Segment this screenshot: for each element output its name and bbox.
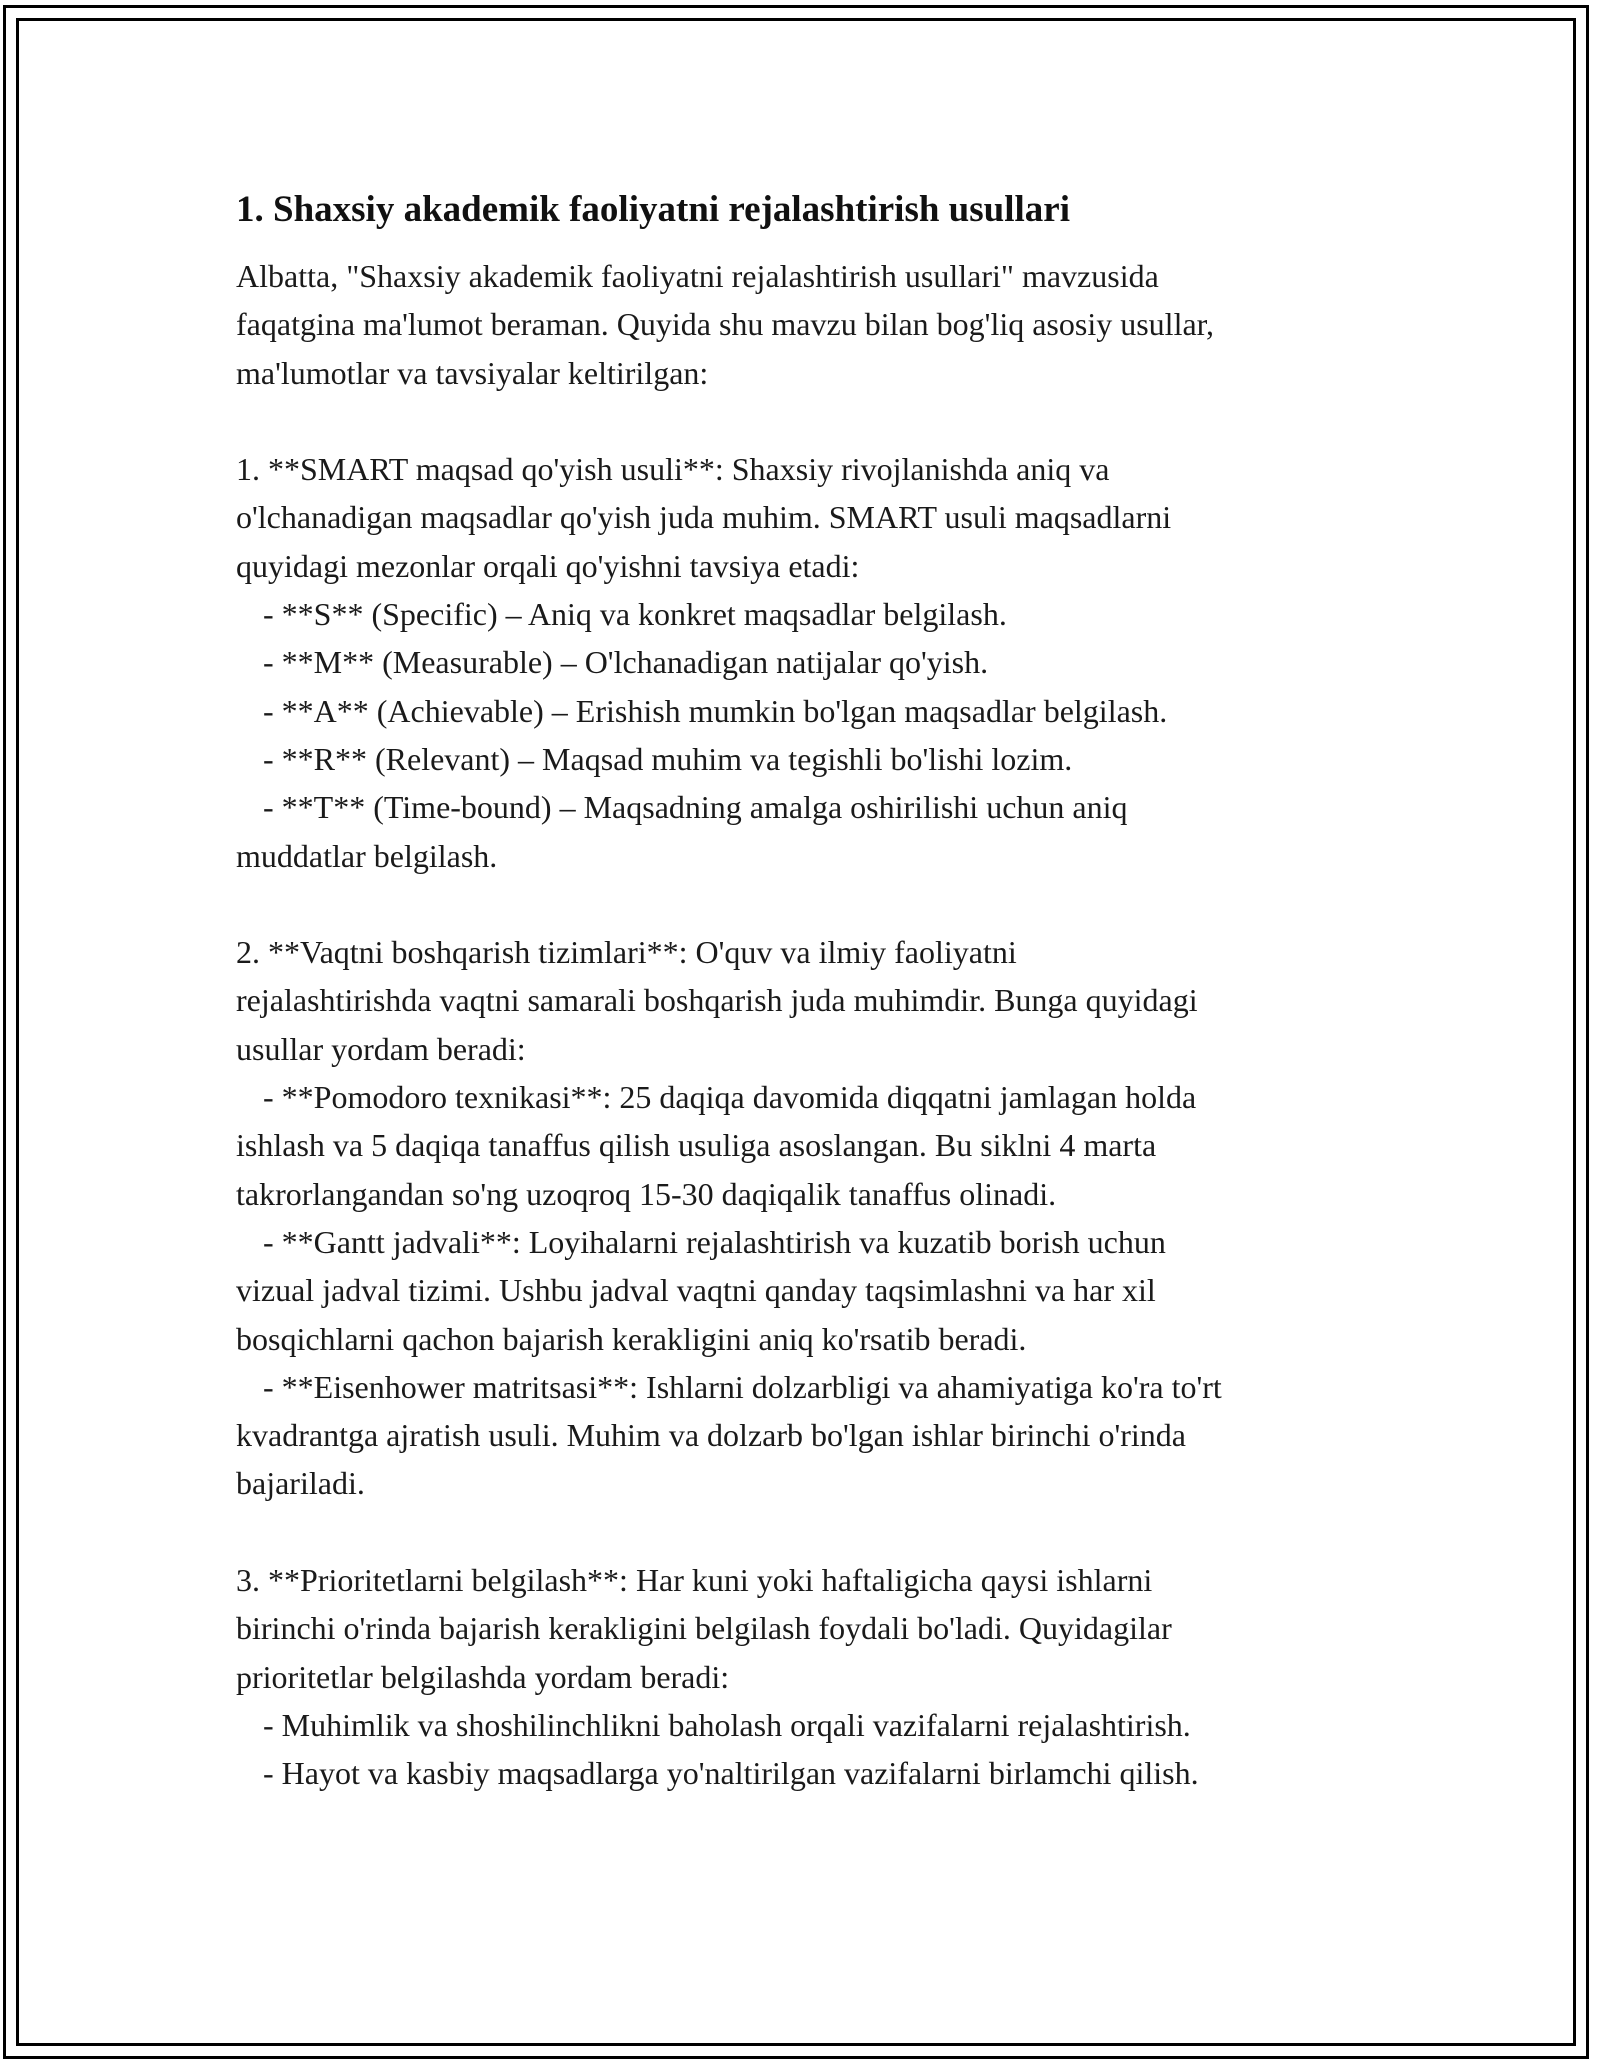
text-line: birinchi o'rinda bajarish kerakligini belgilash foydali bo'ladi. Quyidagilar [236,1610,1172,1647]
list-item: - Muhimlik va shoshilinchlikni baholash orqali vazifalarni rejalashtirish. [263,1706,1191,1743]
section-smart [236,445,1376,880]
text-line: prioritetlar belgilashda yordam beradi: [236,1658,730,1695]
text-line: vizual jadval tizimi. Ushbu jadval vaqtni qanday taqsimlashni va har xil [236,1272,1156,1309]
text-line: bajariladi. [236,1465,365,1502]
paragraph-gap [236,1508,1376,1556]
text-line: quyidagi mezonlar orqali qo'yishni tavsiya etadi: [236,547,860,584]
list-item: - **A** (Achievable) – Erishish mumkin bo'lgan maqsadlar belgilash. [263,692,1168,729]
document-body [236,186,1376,1798]
paragraph-gap [236,880,1376,928]
paragraph-gap [236,397,1376,445]
text-line: 2. **Vaqtni boshqarish tizimlari**: O'quv va ilmiy faoliyatni [236,934,1017,971]
text-line: o'lchanadigan maqsadlar qo'yish juda muhim. SMART usuli maqsadlarni [236,499,1172,536]
text-line: 1. **SMART maqsad qo'yish usuli**: Shaxsiy rivojlanishda aniq va [236,451,1110,488]
text-line: rejalashtirishda vaqtni samarali boshqarish juda muhimdir. Bunga quyidagi [236,982,1198,1019]
text-line: usullar yordam beradi: [236,1030,526,1067]
text-line: kvadrantga ajratish usuli. Muhim va dolzarb bo'lgan ishlar birinchi o'rinda [236,1417,1186,1454]
document-title: 1. Shaxsiy akademik faoliyatni rejalashtirish usullari [236,189,1070,230]
text-line: faqatgina ma'lumot beraman. Quyida shu mavzu bilan bog'liq asosiy usullar, [236,306,1215,343]
intro-paragraph [236,252,1376,397]
text-line: ishlash va 5 daqiqa tanaffus qilish usuliga asoslangan. Bu siklni 4 marta [236,1127,1157,1164]
text-line: takrorlangandan so'ng uzoqroq 15-30 daqiqalik tanaffus olinadi. [236,1175,1057,1212]
list-item: - **Eisenhower matritsasi**: Ishlarni dolzarbligi va ahamiyatiga ko'ra to'rt [263,1368,1222,1405]
text-line: muddatlar belgilash. [236,837,498,874]
section-time-management [236,928,1376,1508]
list-item: - **M** (Measurable) – O'lchanadigan natijalar qo'yish. [263,644,989,681]
list-item: - Hayot va kasbiy maqsadlarga yo'naltirilgan vazifalarni birlamchi qilish. [263,1755,1199,1792]
text-line: Albatta, "Shaxsiy akademik faoliyatni rejalashtirish usullari" mavzusida [236,258,1159,294]
list-item: - **Pomodoro texnikasi**: 25 daqiqa davomida diqqatni jamlagan holda [263,1079,1197,1116]
text-line: 3. **Prioritetlarni belgilash**: Har kuni yoki haftaligicha qaysi ishlarni [236,1562,1153,1599]
list-item: - **S** (Specific) – Aniq va konkret maqsadlar belgilash. [263,596,1007,633]
text-line: bosqichlarni qachon bajarish kerakligini aniq ko'rsatib beradi. [236,1320,1027,1357]
list-item: - **Gantt jadvali**: Loyihalarni rejalashtirish va kuzatib borish uchun [263,1223,1166,1260]
text-line: ma'lumotlar va tavsiyalar keltirilgan: [236,354,709,391]
section-priorities [236,1556,1376,1797]
list-item: - **R** (Relevant) – Maqsad muhim va tegishli bo'lishi lozim. [263,740,1073,777]
list-item: - **T** (Time-bound) – Maqsadning amalga oshirilishi uchun aniq [263,789,1128,826]
